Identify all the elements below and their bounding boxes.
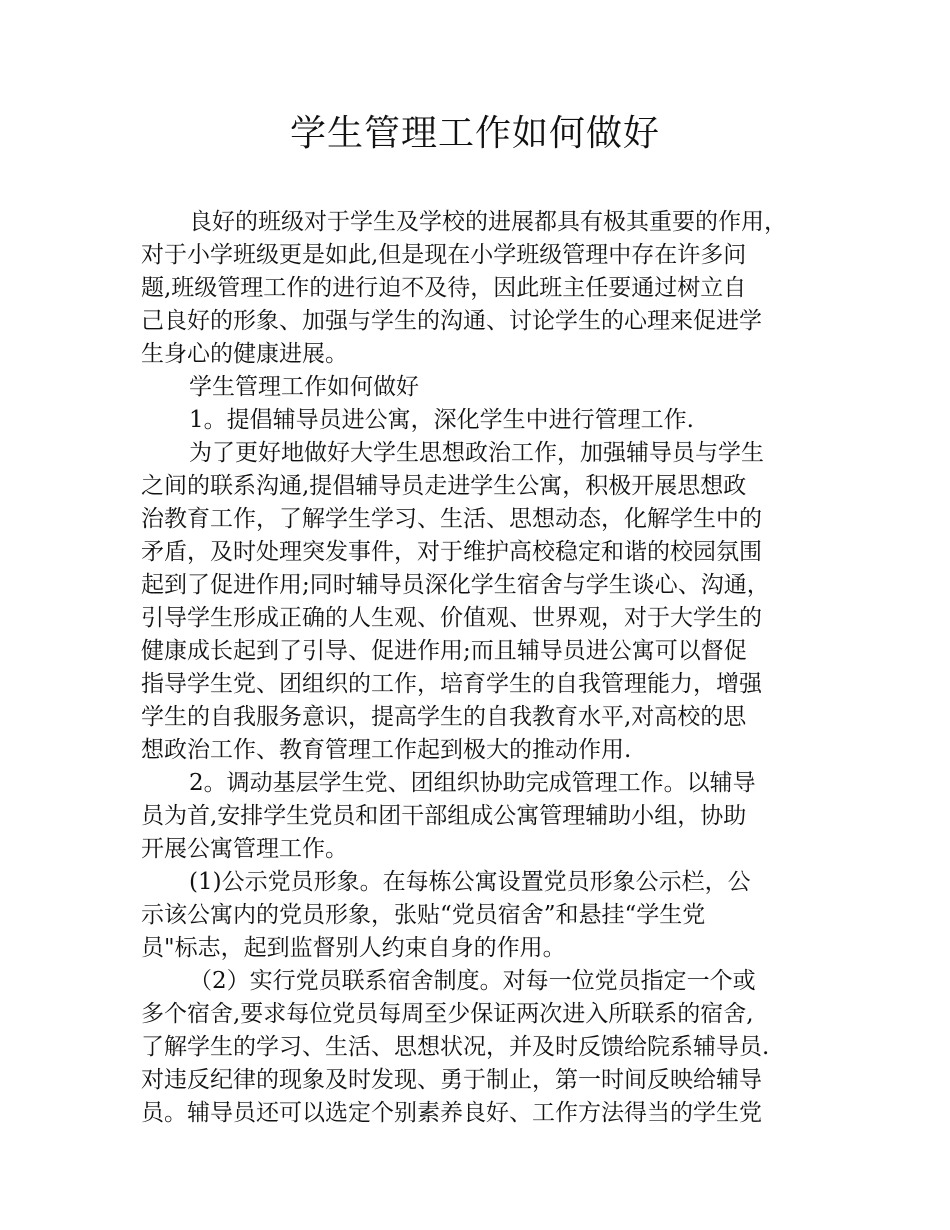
text-line: 矛盾，及时处理突发事件，对于维护高校稳定和谐的校园氛围 xyxy=(141,539,762,565)
text-line: 学生管理工作如何做好 xyxy=(189,374,419,400)
text-line: 想政治工作、教育管理工作起到极大的推动作用. xyxy=(141,737,632,763)
text-line: 引导学生形成正确的人生观、价值观、世界观，对于大学生的 xyxy=(141,605,762,631)
text-line: 员。辅导员还可以选定个别素养良好、工作方法得当的学生党 xyxy=(141,1100,762,1126)
text-line: 起到了促进作用;同时辅导员深化学生宿舍与学生谈心、沟通， xyxy=(141,572,770,598)
text-line: 对违反纪律的现象及时发现、勇于制止，第一时间反映给辅导 xyxy=(141,1067,762,1093)
document-title: 学生管理工作如何做好 xyxy=(289,113,660,154)
text-line: （2）实行党员联系宿舍制度。对每一位党员指定一个或 xyxy=(189,968,756,994)
text-line: 健康成长起到了引导、促进作用;而且辅导员进公寓可以督促 xyxy=(141,638,747,664)
text-line: 示该公寓内的党员形象，张贴“党员宿舍”和悬挂“学生党 xyxy=(141,902,706,928)
text-line: 对于小学班级更是如此,但是现在小学班级管理中存在许多问 xyxy=(141,242,747,268)
text-line: 生身心的健康进展。 xyxy=(141,341,348,367)
text-line: 治教育工作，了解学生学习、生活、思想动态，化解学生中的 xyxy=(141,506,762,532)
text-line: 员"标志，起到监督别人约束自身的作用。 xyxy=(141,935,566,961)
text-line: 多个宿舍,要求每位党员每周至少保证两次进入所联系的宿舍, xyxy=(141,1001,754,1027)
document-body xyxy=(141,206,813,1130)
text-line: 良好的班级对于学生及学校的进展都具有极其重要的作用， xyxy=(189,209,787,235)
text-line: 开展公寓管理工作。 xyxy=(141,836,348,862)
text-line: 指导学生党、团组织的工作，培育学生的自我管理能力，增强 xyxy=(141,671,762,697)
text-line: 己良好的形象、加强与学生的沟通、讨论学生的心理来促进学 xyxy=(141,308,762,334)
text-line: 为了更好地做好大学生思想政治工作，加强辅导员与学生 xyxy=(189,440,764,466)
text-line: 题,班级管理工作的进行迫不及待，因此班主任要通过树立自 xyxy=(141,275,747,301)
text-line: 2。调动基层学生党、团组织协助完成管理工作。以辅导 xyxy=(189,770,756,796)
text-line: 1。提倡辅导员进公寓，深化学生中进行管理工作. xyxy=(189,407,694,433)
text-line: 学生的自我服务意识，提高学生的自我教育水平,对高校的思 xyxy=(141,704,747,730)
text-line: 员为首,安排学生党员和团干部组成公寓管理辅助小组，协助 xyxy=(141,803,747,829)
text-line: (1)公示党员形象。在每栋公寓设置党员形象公示栏，公 xyxy=(189,869,751,895)
text-line: 了解学生的学习、生活、思想状况，并及时反馈给院系辅导员. xyxy=(141,1034,770,1060)
text-line: 之间的联系沟通,提倡辅导员走进学生公寓，积极开展思想政 xyxy=(141,473,747,499)
